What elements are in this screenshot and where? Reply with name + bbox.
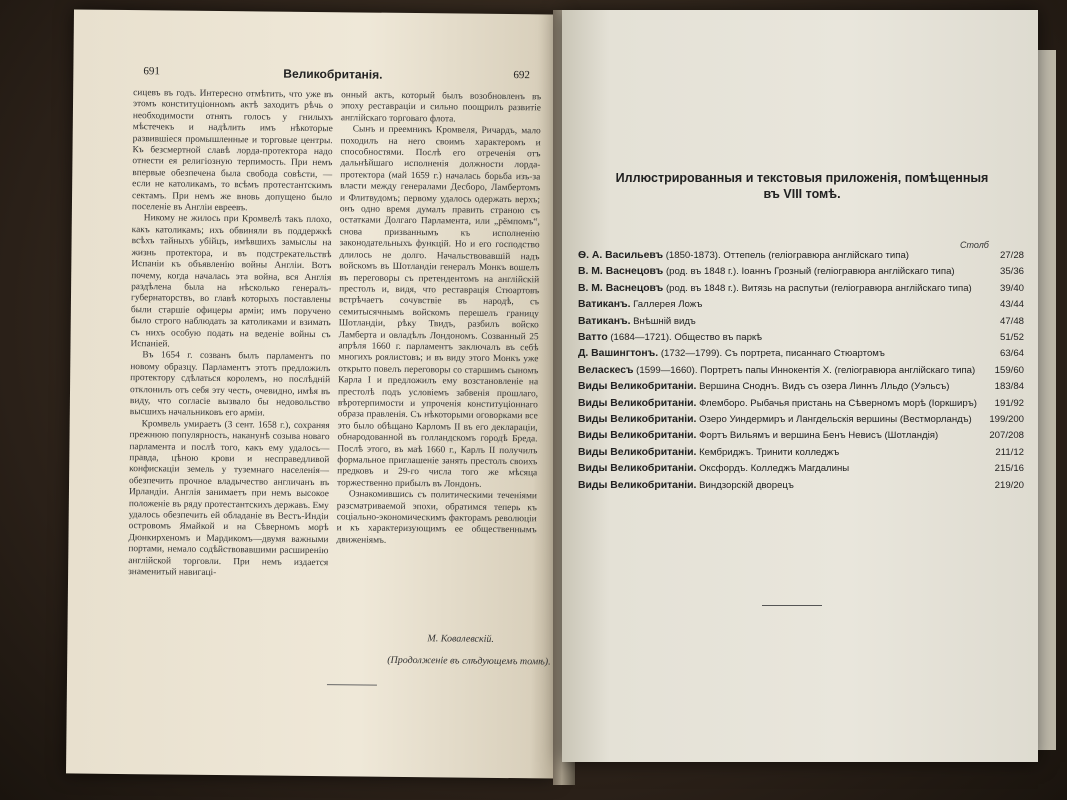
- list-item: [578, 365, 1024, 377]
- entry-text: [578, 430, 989, 442]
- entry-name: Виды Великобританіи.: [578, 446, 697, 458]
- right-page: [562, 10, 1038, 762]
- paragraph: Въ 1654 г. созванъ былъ парламентъ по новому образцу. Парламентъ этотъ предложилъ протектору сдѣлаться королемъ, но послѣдній отклонилъ отъ себя эту честь, очевидно, имѣя въ виду, что согласіе вызвало бы недовольство высшихъ начальниковъ его арміи.: [129, 350, 331, 419]
- paragraph: Кромвель умираетъ (3 сент. 1658 г.), сохраняя прежнюю популярность, наканунѣ созыва новаго парламента и послѣ того, какъ ему удалось—правда, цѣною крови и несправедливой конфискаціи земель у туземнаго населенія—обезпечить прочное владычество англичанъ въ Ирландіи. Англія занимаетъ при немъ высокое положеніе въ ряду протестантскихъ державъ. Ему удалось обезпечить ей обладаніе въ Вестъ-Индіи островомъ Ямайкой и на Сѣверномъ морѣ Дюнкирхеномъ и Мардикомъ—двумя важными портами, немало содѣйствовавшими расширенію англійской торговли. При немъ издается знаменитый навигаці-: [128, 418, 330, 579]
- list-item: [578, 283, 1024, 295]
- left-page: [66, 9, 562, 778]
- text-column-1: [127, 88, 333, 690]
- list-item: [578, 480, 1024, 492]
- entry-text: [578, 283, 1000, 295]
- list-title: [602, 170, 1002, 202]
- entry-name: Виды Великобританіи.: [578, 479, 697, 491]
- list-item: [578, 266, 1024, 278]
- entry-text: [578, 332, 1000, 344]
- entry-text: [578, 365, 995, 377]
- paragraph: сицевъ въ годъ. Интересно отмѣтить, что уже въ этомъ конституціонномъ актѣ заходитъ рѣчь о необходимости отнять голосъ у гнилыхъ мѣстечекъ и надѣлить имъ нѣкоторые развившіеся промышленные и торговые центры. Къ безсмертной славѣ лорда-протектора надо отнести ея религіозную терпимость. При немъ впервые обезпечена была свобода совѣсти, — если не католикамъ, то всѣмъ протестантскимъ сектамъ. При немъ же вновь допущено было поселеніе въ Англіи евреевъ.: [131, 88, 334, 214]
- divider: [327, 684, 377, 686]
- entry-text: [578, 266, 1000, 278]
- entry-description: Флемборо. Рыбачья пристань на Сѣверномъ морѣ (Іоркширъ): [699, 397, 977, 409]
- paragraph: Никому не жилось при Кромвелѣ такъ плохо, какъ католикамъ; ихъ обвиняли въ поддержкѣ всѣхъ тайныхъ убійцъ, имѣвшихъ замыслы на жизнь протектора, и въ подстрекательствѣ Испаніи къ объявленію войны Англіи. Вотъ почему, когда началась эта война, вся Англія раздѣлена была на нѣсколько генералъ-губернаторствъ, во главѣ которыхъ поставлены были старшіе офицеры арміи; имъ поручено было строго наблюдать за католиками и взимать съ нихъ особую подать на веденіе войны съ Испаніей.: [130, 213, 332, 350]
- list-item: [578, 398, 1024, 410]
- running-header: Великобританія.: [283, 66, 383, 82]
- paragraph: Сынъ и преемникъ Кромвеля, Ричардъ, мало походилъ на него своимъ характеромъ и способностями. Послѣ его отреченія отъ дальнѣйшаго исполненія должности лорда-протектора (май 1659 г.) началась борьба изъ-за власти между генералами Десборо, Ламбертомъ и Флитвудомъ; первому удалось одержать верхъ; онъ одно время думалъ править страною съ остатками Долгаго Парламента, или „рёмпомъ“, снова призваннымъ къ исполненію законодательныхъ функцій. Но и его господство длилось не долго. Начальствовавшій надъ войскомъ въ Шотландіи генералъ Монкъ вошелъ въ переговоры съ претендентомъ на англійскій престолъ и, видя, что реставрація Стюартовъ встрѣчаетъ сочувствіе въ народѣ, съ семитысячнымъ войскомъ перешелъ границу Шотландіи, рѣку Твидъ, разбилъ войско Ламберта и овладѣлъ Лондономъ. Созванный 25 апрѣля 1660 г. парламентъ заключалъ въ себѣ многихъ роялистовъ; и въ виду этого Монкъ уже открыто повелъ переговоры со старшимъ сыномъ Карла I и предложилъ ему возстановленіе на престолѣ подъ условіемъ забвенія прошлаго, вѣротерпимости и упроченія конституціоннаго образа правленія. Съ нѣкоторыми оговорками все это было обѣщано Карломъ II въ его деклараціи, обнародованной въ голландскомъ городѣ Бреда. Послѣ этого, въ маѣ 1660 г., Карлъ II получилъ формальное приглашеніе занять престолъ своихъ предковъ и 29-го числа того же мѣсяца торжественно прибылъ въ Лондонъ.: [337, 124, 541, 490]
- list-item: [578, 414, 1024, 426]
- entry-description: (1850-1873). Оттепель (геліогравюра англійскаго типа): [665, 250, 909, 261]
- list-item: [578, 299, 1024, 311]
- continuation-note: (Продолженіе въ слѣдующемъ томѣ).: [387, 654, 551, 668]
- entry-name: Ѳ. А. Васильевъ: [578, 250, 664, 261]
- entry-page: 183/84: [994, 381, 1024, 393]
- entry-page: 215/16: [994, 463, 1024, 475]
- entry-description: Оксфордъ. Колледжъ Магдалины: [699, 463, 850, 475]
- entry-text: [578, 447, 995, 459]
- title-line-2: въ VIII томѣ.: [763, 187, 841, 201]
- entry-name: Д. Вашингтонъ.: [578, 348, 659, 360]
- entry-description: Кембриджъ. Тринити колледжъ: [699, 446, 840, 458]
- page-number-left: 691: [143, 65, 160, 78]
- entry-text: [578, 414, 989, 426]
- entry-page: 199/200: [989, 414, 1024, 426]
- entry-page: 63/64: [999, 348, 1024, 360]
- entry-text: [578, 381, 995, 393]
- entry-text: [578, 348, 1000, 360]
- entry-page: 39/40: [999, 282, 1024, 294]
- entry-text: [578, 463, 995, 475]
- entry-page: 35/36: [999, 266, 1024, 278]
- entry-text: [578, 316, 1000, 328]
- entry-page: 47/48: [999, 315, 1024, 327]
- illustration-list: [578, 250, 1024, 496]
- entry-page: 27/28: [999, 250, 1024, 261]
- paragraph: Ознакомившись съ политическими теченіями разсматриваемой эпохи, обратимся теперь къ соціально-экономическимъ факторамъ революціи и къ характеризующимъ ее общественнымъ движеніямъ.: [336, 489, 537, 546]
- entry-name: Ватто: [578, 332, 608, 344]
- column-header: Столб: [960, 240, 989, 250]
- entry-page: 51/52: [999, 332, 1024, 344]
- entry-name: Веласкесъ: [578, 364, 634, 376]
- author-signature: М. Ковалевскій.: [427, 633, 495, 645]
- entry-name: Виды Великобританіи.: [578, 381, 697, 393]
- list-item: [578, 447, 1024, 459]
- divider: [762, 605, 822, 606]
- text-column-2: [336, 90, 541, 612]
- entry-text: [578, 250, 1000, 262]
- list-item: [578, 348, 1024, 360]
- entry-name: Виды Великобританіи.: [578, 414, 697, 426]
- list-item: [578, 381, 1024, 393]
- list-item: [578, 250, 1024, 262]
- paragraph: онный актъ, который былъ возобновленъ въ эпоху реставраціи и сильно поощрилъ развитіе англійскаго торговаго флота.: [340, 90, 542, 125]
- entry-page: 43/44: [999, 299, 1024, 311]
- list-item: [578, 430, 1024, 442]
- entry-text: [578, 480, 995, 492]
- entry-description: Виндзорскій дворецъ: [699, 479, 794, 491]
- entry-description: (1732—1799). Съ портрета, писаннаго Стюартомъ: [660, 348, 885, 360]
- entry-page: 211/12: [995, 446, 1024, 458]
- entry-name: В. М. Васнецовъ: [578, 266, 664, 278]
- entry-description: Внѣшній видъ: [633, 315, 696, 327]
- entry-description: (1599—1660). Портретъ папы Иннокентія X. (геліогравюра англійскаго типа): [636, 364, 976, 376]
- entry-description: Вершина Сноднъ. Видъ съ озера Линнъ Лльдо (Уэльсъ): [699, 381, 950, 393]
- page-number-right: 692: [513, 69, 530, 82]
- entry-description: Озеро Уиндермиръ и Лангдельскія вершины (Вестморландъ): [699, 414, 972, 426]
- entry-name: Ватиканъ.: [578, 315, 631, 327]
- entry-name: Ватиканъ.: [578, 299, 631, 311]
- entry-name: Виды Великобританіи.: [578, 397, 697, 409]
- entry-description: (1684—1721). Общество въ паркѣ: [610, 332, 762, 344]
- entry-description: Фортъ Вильямъ и вершина Бенъ Невисъ (Шотландія): [699, 430, 939, 442]
- list-item: [578, 316, 1024, 328]
- entry-description: (род. въ 1848 г.). Іоаннъ Грозный (геліогравюра англійскаго типа): [665, 266, 955, 278]
- entry-page: 159/60: [994, 364, 1024, 376]
- entry-name: Виды Великобританіи.: [578, 430, 697, 442]
- entry-description: Галлерея Ложъ: [633, 299, 703, 311]
- list-item: [578, 463, 1024, 475]
- entry-page: 207/208: [989, 430, 1024, 442]
- entry-page: 219/20: [994, 479, 1024, 491]
- entry-name: Виды Великобританіи.: [578, 463, 697, 475]
- entry-name: В. М. Васнецовъ: [578, 282, 664, 294]
- entry-description: (род. въ 1848 г.). Витязь на распутьи (геліогравюра англійскаго типа): [665, 282, 972, 294]
- title-line-1: Иллюстрированныя и текстовыя приложенія, помѣщенныя: [615, 171, 989, 185]
- list-item: [578, 332, 1024, 344]
- entry-page: 191/92: [994, 397, 1024, 409]
- entry-text: [578, 299, 1000, 311]
- entry-text: [578, 398, 995, 410]
